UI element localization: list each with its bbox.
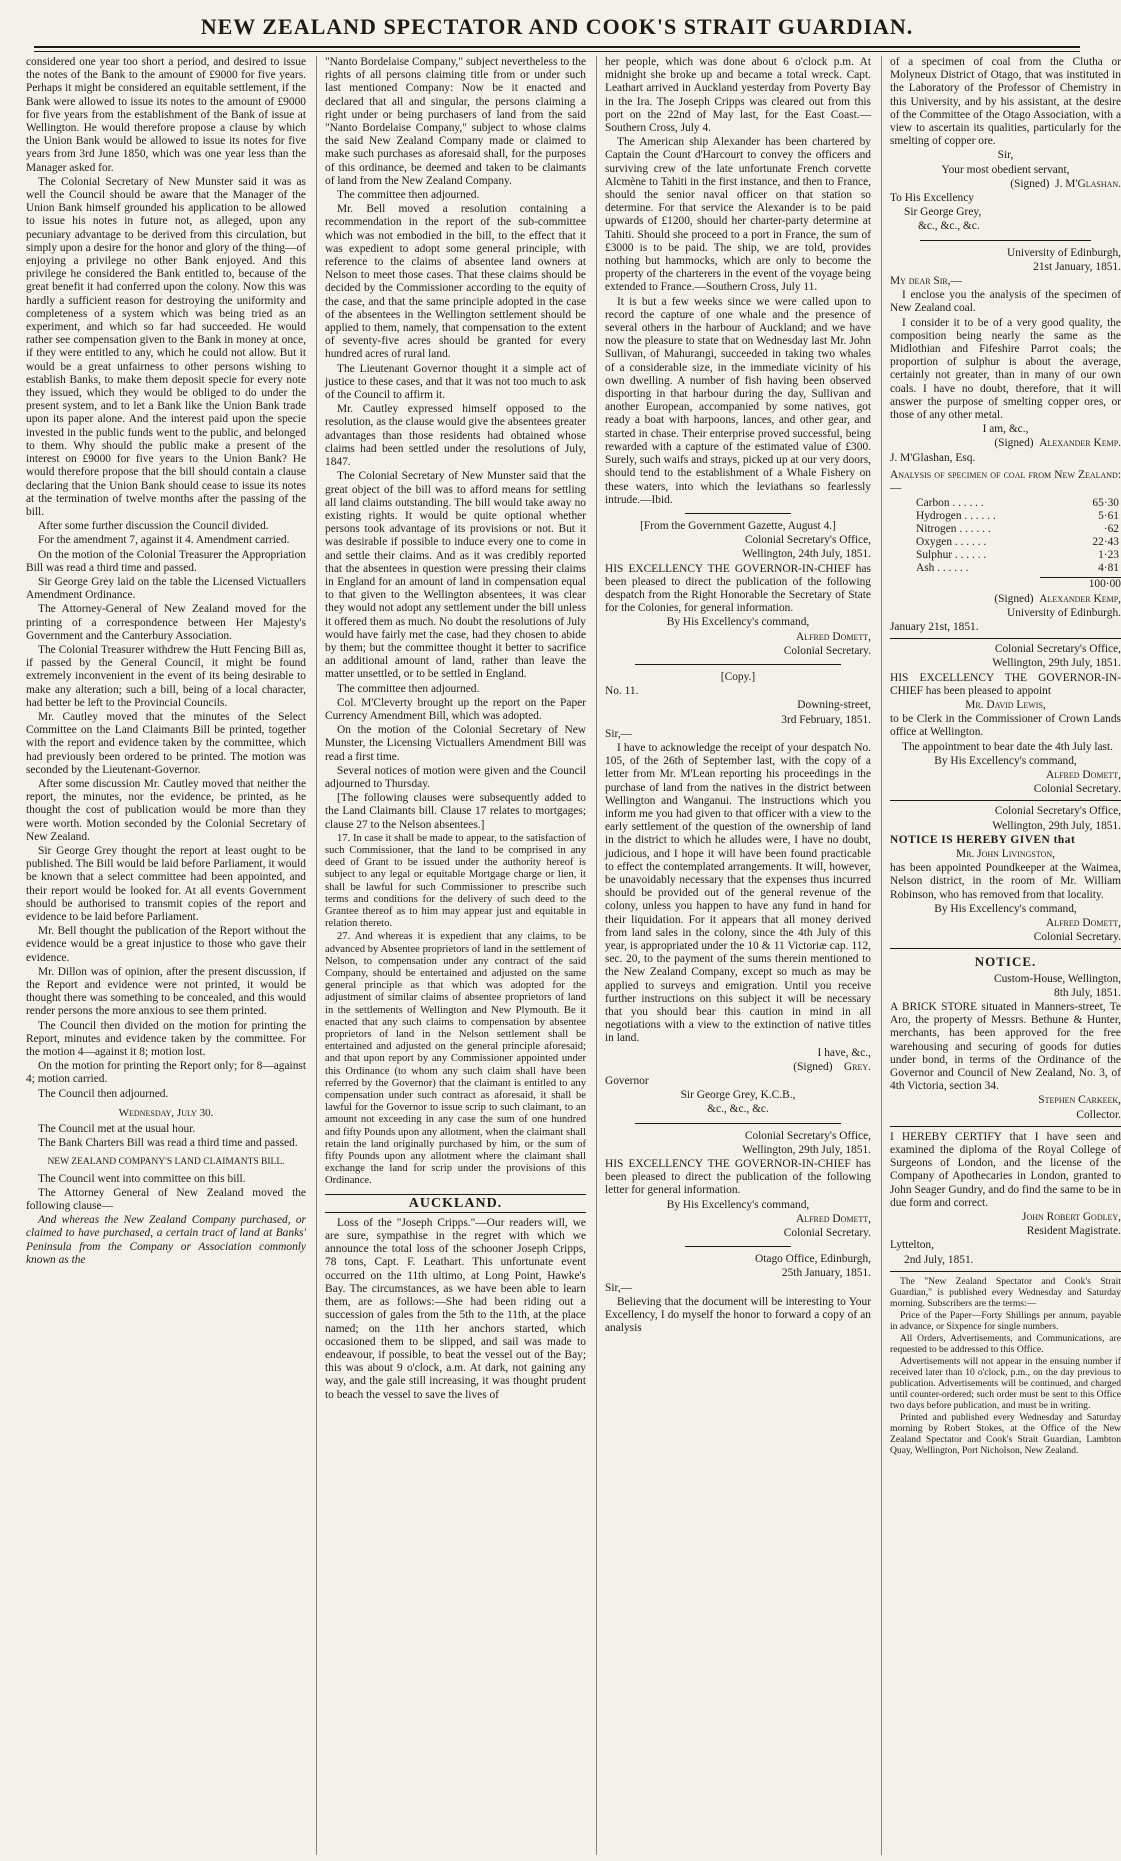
analysis-value: ·62 xyxy=(1103,523,1119,536)
paragraph: Mr. Dillon was of opinion, after the present discussion, if the Report and evidence were not printed, it would be thought there was something to be concealed, and this would render persons the more anxious to see them printed. xyxy=(26,965,306,1018)
signed-label: (Signed) xyxy=(994,592,1034,605)
closing: Your most obedient servant, xyxy=(941,163,1070,176)
analysis-element: Ash . . . . . . xyxy=(916,562,969,575)
notice-body: A BRICK STORE situated in Manners-street, Te Aro, the property of Messrs. Bethune & Hunter, merchants, has been approved for the free warehousing and securing of goods for duties under bond, in terms of the Ordinance of the Governor and Council of New Zealand, No. 3, of 4th Victoria, section 34. xyxy=(890,1000,1121,1093)
announcement: HIS EXCELLENCY THE GOVERNOR-IN-CHIEF has been pleased to direct the publication of the following despatch from the Right Honorable the Secretary of State for the Colonies, for general information. xyxy=(605,562,871,615)
closing: I am, &c., xyxy=(982,423,1029,436)
paragraph: Loss of the "Joseph Cripps."—Our readers will, we are sure, sympathise in the regret with which we announce the total loss of the schooner Joseph Cripps, 78 tons, Capt. F. Leathart. This unfortunate event occurred on the 11th ultimo, at Long Point, Hawke's Bay. The circumstances, as we have been able to learn them, are as follows:—She had been riding out a succession of gales from the 5th to the 11th, at the place named; on the 11th her anchors started, which occasioned them to be slipped, and sail was made to endeavour, if possible, to beat the vessel out of the Bay; this was about 9 o'clock, a.m. At dark, not gaining any way, and the gale still increasing, it was thought prudent to beach the vessel to save the lives of xyxy=(325,1216,586,1401)
paragraph: The Attorney General of New Zealand moved the following clause— xyxy=(26,1186,306,1213)
signer-title: Colonial Secretary. xyxy=(783,1227,871,1240)
column-1 xyxy=(26,56,306,1855)
imprint-line: Printed and published every Wednesday and Saturday morning by Robert Stokes, at the Office of the New Zealand Spectator and Cook's Strait Guardian, Lambton Quay, Wellington, Port Nicholson, New Zealand. xyxy=(890,1411,1121,1456)
command-line: By His Excellency's command, xyxy=(934,754,1077,767)
notice-place: Custom-House, Wellington, xyxy=(993,972,1121,985)
divider xyxy=(890,800,1121,801)
paragraph: The Council then divided on the motion for printing the Report, minutes and evidence taken by the committee. For the motion 4—against it 8; motion lost. xyxy=(26,1019,306,1059)
paragraph: And whereas the New Zealand Company purchased, or claimed to have purchased, a certain tract of land at Banks' Peninsula from the Company or Association commonly known as the xyxy=(26,1214,306,1266)
office-date: Wellington, 29th July, 1851. xyxy=(742,1143,871,1156)
letter-body: Believing that the document will be interesting to Your Excellency, I do myself the honor to forward a copy of an analysis xyxy=(605,1295,871,1335)
addressee: Governor xyxy=(605,1075,649,1088)
analysis-table xyxy=(890,497,1121,575)
paragraph: The Colonial Secretary of New Munster said it was as well the Council should be aware that the Manager of the Union Bank himself grounded his application to be allowed to issue his notes in future not, as alleged, upon any pecuniary advantage to be derived from this circulation, but simply upon a desire for the honor and glory of the thing—of enjoying a privilege no other Bank enjoyed. And this privilege he considered the Bank entitled to, because of the great benefit it had conferred upon the colony. Now this was hardly a sufficient reason for destroying the uniformity and completeness of a system which was being tried as an experiment, and which so far had succeeded. He would rather see compensation given to the Bank in money at once, if they were entitled to any, which he could not allow. But it would be a great unfairness to other persons wishing to establish Banks, to make them deposit specie for every note they issued, which they would be obliged to do under the present system, and to let a Bank like the Union Bank trade upon its paper alone. And the interest paid upon the specie invested in the public funds went to the public, and belonged to them. Why should the public make a present of the interest on £9000 for five years to the Union Bank? He would therefore propose that the bill should contain a clause declaring that the Union Bank should cease to issue its notes at the termination of twelve months after the passing of the bill. xyxy=(26,175,306,518)
gazette-source: [From the Government Gazette, August 4.] xyxy=(640,519,836,532)
paragraph: [The following clauses were subsequently added to the Land Claimants bill. Clause 17 relates to mortgages; clause 27 to the Nelson absentees.] xyxy=(325,792,586,831)
divider xyxy=(890,638,1121,639)
masthead: NEW ZEALAND SPECTATOR AND COOK'S STRAIT GUARDIAN. xyxy=(34,6,1080,48)
appointee: Mr. John Livingston, xyxy=(956,847,1055,860)
closing: I have, &c., xyxy=(817,1046,871,1059)
signature-line xyxy=(605,1061,871,1074)
paragraph: "Nanto Bordelaise Company," subject nevertheless to the rights of all persons claiming title from or under such last mentioned Company: Now be it enacted and declared that all and singular, the persons claiming a right under or being purchasers of land from the said "Nanto Bordelaise Company," subject to whose claims the said New Zealand Company made or claimed to make such purchases as aforesaid shall, for the purposes of this ordinance, be deemed and taken to be claimants of land from the New Zealand Company. xyxy=(325,56,586,187)
paragraph: After some discussion Mr. Cautley moved that neither the report, the minutes, nor the evidence, be printed, as he thought the cost of publication would be more than they were worth. Motion seconded by the Colonial Secretary of New Zealand. xyxy=(26,777,306,843)
analysis-row xyxy=(890,536,1121,549)
masthead-rule xyxy=(34,51,1080,52)
analysis-value: 4·81 xyxy=(1098,562,1119,575)
analysis-total: 100·00 xyxy=(1040,577,1121,591)
paragraph: 17. In case it shall be made to appear, to the satisfaction of such Commissioner, that the land to be comprised in any deed of Grant to be issued under the authority hereof is subject to any legal or equitable Mortgage charge or lien, it shall be lawful for such Commissioner to prescribe such terms and conditions for the delivery of such deed to the Grantee thereof as to him may appear just and equitable in relation thereto. xyxy=(325,832,586,930)
addressee-etc: &c., &c., &c. xyxy=(707,1103,769,1116)
divider xyxy=(890,948,1121,949)
copy-label: [Copy.] xyxy=(720,670,756,683)
signer-title: Resident Magistrate. xyxy=(1026,1225,1121,1238)
column-4 xyxy=(881,56,1121,1855)
imprint-line: The "New Zealand Spectator and Cook's Strait Guardian," is published every Wednesday and Saturday morning. Subscribers are the terms:— xyxy=(890,1275,1121,1309)
paragraph: The Bank Charters Bill was read a third time and passed. xyxy=(38,1137,298,1150)
addressee-name: Sir George Grey, K.C.B., xyxy=(680,1089,796,1102)
signer: Alfred Domett, xyxy=(1045,916,1121,929)
imprint-line: Advertisements will not appear in the ensuing number if received later than 10 o'clock, p.m., on the day previous to publication. Advertisements will be continued, and charged until counter-ordered; such order must be sent to this Office two days before publication, and must be in writing. xyxy=(890,1355,1121,1411)
despatch-no: No. 11. xyxy=(605,685,639,698)
paragraph: Sir George Grey thought the report at least ought to be published. The Bill would be laid before Parliament, it would be known that a select committee had been appointed, and their report would be looked for. At all events Government should be authorised to transmit copies of the report and evidence to be laid before Parliament. xyxy=(26,844,306,923)
analysis-element: Sulphur . . . . . . xyxy=(916,549,987,562)
columns xyxy=(26,56,1121,1855)
analysis-row xyxy=(890,510,1121,523)
letter-place: Otago Office, Edinburgh, xyxy=(755,1253,871,1266)
signer: Alexander Kemp. xyxy=(1039,437,1121,450)
paragraph: For the amendment 7, against it 4. Amendment carried. xyxy=(38,534,290,547)
paragraph: 27. And whereas it is expedient that any claims, to be advanced by Absentee proprietors of land in the settlement of Nelson, to compensation under any contract of the said Company, should be entertained and adjusted on the same general principle as that which was adopted for the adjustment of similar claims of absentee proprietors of land in the settlements of Wellington and New Plymouth. Be it enacted that any such claims to compensation by absentee proprietors of land in the Nelson settlement shall be entertained and adjusted on the general principle aforesaid; and that upon report by any Commissioner appointed under this Ordinance (to whom any such claim shall have been referred by the Governor) that the claimant is entitled to any compensation under such contract as aforesaid, it shall be lawful for the Governor to issue scrip to such claimant, to an amount not exceeding in any case the sum of one hundred and fifty Pounds upon any allotment, when the claimant shall retain the land originally purchased by him, or the sum of fifty Pounds upon any allotment where the claimant shall exchange the land for scrip under the provisions of this Ordinance. xyxy=(325,931,586,1187)
appointment-date: The appointment to bear date the 4th July last. xyxy=(902,740,1113,753)
command-line: By His Excellency's command, xyxy=(934,902,1077,915)
office-line: Colonial Secretary's Office, xyxy=(994,805,1121,818)
paragraph: On the motion of the Colonial Treasurer the Appropriation Bill was read a third time and passed. xyxy=(26,548,306,574)
paragraph: Sir George Grey laid on the table the Licensed Victuallers Amendment Ordinance. xyxy=(26,575,306,602)
paragraph: The Colonial Secretary of New Munster said that the great object of the bill was to afford means for settling all land claims outstanding. The bill would take away no existing rights. It would be quite optional whether persons took advantage of its provisions or not. But it was desirable if possible to induce every one to come in and settle their claims. And as it was credibly reported that the absentees in question were pressing their claims in England for an amount of land in compensation equal to that given to the Wellington absentees, it was clear they would not adopt any settlement under the bill unless it offered them as much. No doubt the resolutions of July would have fairly met the case, had they chosen to abide by them; but the committee thought it better to sacrifice an additional amount of land, rather than leave the matter unsettled, or to be settled in England. xyxy=(325,470,586,681)
column-3 xyxy=(596,56,871,1855)
certificate-place: Lyttelton, xyxy=(890,1239,934,1252)
office-date: Wellington, 24th July, 1851. xyxy=(742,548,871,561)
letter-date: 25th January, 1851. xyxy=(781,1267,871,1280)
letter-place: University of Edinburgh, xyxy=(1006,246,1121,259)
signer-title: Colonial Secretary. xyxy=(1033,783,1121,796)
paragraph: The Attorney-General of New Zealand moved for the printing of a correspondence between Her Majesty's Government and the Canterbury Association. xyxy=(26,603,306,642)
analysis-rows xyxy=(890,497,1121,575)
command-line: By His Excellency's command, xyxy=(666,1198,810,1211)
appointee: Mr. David Lewis, xyxy=(965,698,1046,711)
paragraph: considered one year too short a period, and desired to issue the notes of the Bank to the amount of £9000 for five years. Perhaps it might be considered an equitable settlement, if the Bank were allowed to issue its notes to the amount of £9000 for five years from the establishment of the Bank of issue at Wellington. He would therefore propose a clause by which the Union Bank would be allowed to issue its notes for five years from 3rd June 1850, which was one year less than the Manager asked for. xyxy=(26,56,306,174)
paragraph: The Lieutenant Governor thought it a simple act of justice to these cases, and that it was not too much to ask of the Council to affirm it. xyxy=(325,362,586,402)
signer: Stephen Carkeek, xyxy=(1038,1094,1121,1107)
analysis-value: 65·30 xyxy=(1092,497,1119,510)
office-line: Colonial Secretary's Office, xyxy=(744,534,871,547)
paragraph: The Council met at the usual hour. xyxy=(38,1123,196,1136)
despatch-place: Downing-street, xyxy=(797,699,871,712)
analysis-value: 5·61 xyxy=(1098,510,1119,523)
notice-heading: NOTICE IS HEREBY GIVEN that xyxy=(890,833,1076,846)
analysis-element: Hydrogen . . . . . . xyxy=(916,510,996,523)
paragraph: The Council then adjourned. xyxy=(38,1087,169,1100)
certificate-body: I HEREBY CERTIFY that I have seen and examined the diploma of the Royal College of Surgeons of London, and the license of the Company of Apothecaries in London, granted to John Seager Gundry, and do find the same to be in due form and correct. xyxy=(890,1130,1121,1209)
divider xyxy=(635,664,841,665)
notice-date: 8th July, 1851. xyxy=(1054,986,1121,999)
signer-title: Colonial Secretary. xyxy=(783,644,871,657)
divider xyxy=(890,1271,1121,1272)
analysis-element: Nitrogen . . . . . . xyxy=(916,523,991,536)
letter-date: 21st January, 1851. xyxy=(1033,260,1121,273)
analysis-value: 22·43 xyxy=(1092,536,1119,549)
command-line: By His Excellency's command, xyxy=(666,616,810,629)
analysis-row xyxy=(890,523,1121,536)
addressee: J. M'Glashan, Esq. xyxy=(890,451,976,464)
paragraph: Mr. Bell thought the publication of the Report without the evidence would be a great injustice to those who gave their evidence. xyxy=(26,925,306,964)
signed-label: (Signed) xyxy=(793,1060,833,1073)
divider xyxy=(685,513,791,514)
paragraph: The committee then adjourned. xyxy=(337,189,480,202)
addressee-etc: &c., &c., &c. xyxy=(918,220,980,233)
closing: Sir, xyxy=(997,149,1014,162)
analysis-value: 1·23 xyxy=(1098,549,1119,562)
signer-title: Colonial Secretary. xyxy=(1033,931,1121,944)
signer: John Robert Godley, xyxy=(1022,1211,1121,1224)
imprint-line: Price of the Paper—Forty Shillings per annum, payable in advance, or Sixpence for single numbers. xyxy=(890,1309,1121,1332)
signature-line xyxy=(890,178,1121,191)
salutation: My dear Sir,— xyxy=(890,275,962,288)
office-line: Colonial Secretary's Office, xyxy=(744,1129,871,1142)
imprint-line: All Orders, Advertisements, and Communications, are requested to be addressed to this Office. xyxy=(890,1332,1121,1355)
paragraph: her people, which was done about 6 o'clock p.m. At midnight she broke up and became a total wreck. Capt. Leathart arrived in Auckland yesterday from Poverty Bay in the Ira. The Joseph Cripps was cleared out from this port on the 22nd of May last, for the East Coast.—Southern Cross, July 4. xyxy=(605,56,871,135)
signature-line xyxy=(890,437,1121,450)
addressee: To His Excellency xyxy=(890,192,974,205)
signature-line xyxy=(890,593,1121,606)
addressee-name: Sir George Grey, xyxy=(904,206,982,219)
date-heading: Wednesday, July 30. xyxy=(118,1106,214,1119)
signer: Alfred Domett, xyxy=(795,1212,871,1225)
imprint xyxy=(890,1276,1121,1456)
letter-date: January 21st, 1851. xyxy=(890,620,979,633)
divider xyxy=(890,1126,1121,1127)
salutation: Sir,— xyxy=(605,1281,633,1294)
signer: Alexander Kemp, xyxy=(1039,592,1121,605)
divider xyxy=(920,240,1091,241)
signer: Alfred Domett, xyxy=(1045,768,1121,781)
paragraph: Several notices of motion were given and the Council adjourned to Thursday. xyxy=(325,764,586,790)
salutation: Sir,— xyxy=(605,727,633,740)
appointment-text: has been appointed Poundkeeper at the Waimea, Nelson district, in the room of Mr. William Robinson, who has removed from that locality. xyxy=(890,862,1121,901)
paragraph: The Colonial Treasurer withdrew the Hutt Fencing Bill as, if passed by the General Council, it might be found extremely inconvenient in the event of its being desirable to make any alteration; such a bill, being of a local character, had better be left to the Provincial Councils. xyxy=(26,643,306,709)
section-heading-auckland: AUCKLAND. xyxy=(325,1194,586,1213)
paragraph: After some further discussion the Council divided. xyxy=(38,520,269,533)
signer-title: Collector. xyxy=(1076,1108,1121,1121)
analysis-row xyxy=(890,562,1121,575)
signer-title: University of Edinburgh. xyxy=(1006,606,1121,619)
announcement: HIS EXCELLENCY THE GOVERNOR-IN-CHIEF has been pleased to direct the publication of the following letter for general information. xyxy=(605,1158,871,1197)
despatch-date: 3rd February, 1851. xyxy=(781,713,871,726)
certificate-date: 2nd July, 1851. xyxy=(904,1253,974,1266)
appointment-text: to be Clerk in the Commissioner of Crown Lands office at Wellington. xyxy=(890,713,1121,739)
paragraph: The American ship Alexander has been chartered by Captain the Count d'Harcourt to convey the officers and surviving crew of the late unfortunate French corvette Alcmène to Tahiti in the first instance, and then to France, should the senior naval officer on that station so determine. For that service the Alexander is to be paid upwards of £1200, should her charter-party determine at Tahiti. Should she proceed to a port in France, the sum of £3000 is to be paid. The ship, we are told, provides nothing but hammocks, which are only to become the property of the charterers in the event of the voyage being extended to France.—Southern Cross, July 11. xyxy=(605,136,871,294)
paragraph: Mr. Cautley moved that the minutes of the Select Committee on the Land Claimants Bill be printed, together with the report and evidence taken by the committee, which had previously been ordered to be printed. The motion was seconded by the Lieutenant-Governor. xyxy=(26,710,306,776)
office-date: Wellington, 29th July, 1851. xyxy=(992,819,1121,832)
letter-body: I have to acknowledge the receipt of your despatch No. 105, of the 26th of September last, with the copy of a letter from Mr. M'Lean reporting his proceedings in the purchase of land from the natives in the district between Wellington and Wanganui. The instructions which you inform me you had given to that officer with a view to the early settlement of the question of the ownership of land in the district to which he alludes were, I have no doubt, judicious, and I hope it will have been found practicable to effect the contemplated arrangements. It will, however, be unavoidably necessary that the expenses thus incurred should be provided out of the general revenue of the colony, unless you happen to have any fund in hand for their liquidation. For it appears that all money derived from land sales in the colony, since the 4th July of this year, is appropriated under the 10 & 11 Victoriæ cap. 112, sec. 20, to the payment of the sums therein mentioned to the New Zealand Company, except so much as may be applied to surveys and emigration. Until you receive further instructions on this subject it will be necessary that you should bear this caution in mind in all negotiations with a view to the extinction of native titles in land. xyxy=(605,741,871,1045)
analysis-row xyxy=(890,549,1121,562)
notice-title: NOTICE. xyxy=(974,954,1037,970)
analysis-element: Carbon . . . . . . xyxy=(916,497,984,510)
letter-body: I enclose you the analysis of the specimen of New Zealand coal. xyxy=(890,289,1121,315)
section-subhead: NEW ZEALAND COMPANY'S LAND CLAIMANTS BILL. xyxy=(47,1157,285,1168)
analysis-element: Oxygen . . . . . . xyxy=(916,536,987,549)
signer: J. M'Glashan. xyxy=(1055,177,1121,190)
office-line: Colonial Secretary's Office, xyxy=(994,643,1121,656)
paragraph: The committee then adjourned. xyxy=(337,682,480,695)
analysis-title: Analysis of specimen of coal from New Zealand:— xyxy=(890,468,1121,495)
paragraph: Col. M'Cleverty brought up the report on the Paper Currency Amendment Bill, which was adopted. xyxy=(325,696,586,722)
signer: Grey. xyxy=(843,1060,871,1073)
office-date: Wellington, 29th July, 1851. xyxy=(992,657,1121,670)
paragraph: Mr. Bell moved a resolution containing a recommendation in the report of the sub-committee which was not embodied in the bill, to the effect that it was expedient to adopt some general principle, with reference to the claims of absentee land owners at Nelson to meet those cases. That these claims should be decided by the Commissioner according to the equity of the case, and that the same principle adopted in the case of the absentees in the Wellington settlement should be applied to them, namely, that compensation to the extent of seventy-five acres should be granted for every hundred acres of rural land. xyxy=(325,203,586,361)
divider xyxy=(685,1246,791,1247)
letter-body: I consider it to be of a very good quality, the composition being nearly the same as the Midlothian and Fifeshire Parrot coals; the proportion of sulphur is about the average, certainly not greater, than in many of our own coals. I have no doubt, therefore, that it will answer the purpose of smelting copper ores, or those of any other metal. xyxy=(890,316,1121,422)
analysis-row xyxy=(890,497,1121,510)
paragraph: The Council went into committee on this bill. xyxy=(38,1172,246,1185)
letter-body: of a specimen of coal from the Clutha or Molyneux District of Otago, that was instituted in the Laboratory of the Professor of Chemistry in this University, and by his assistant, at the desire of the Committee of the Otago Association, with a view to ascertain its qualities, particularly for the smelting of copper ore. xyxy=(890,56,1121,148)
paragraph: On the motion for printing the Report only; for 8—against 4; motion carried. xyxy=(26,1060,306,1086)
signed-label: (Signed) xyxy=(994,437,1034,450)
signer: Alfred Domett, xyxy=(795,630,871,643)
signed-label: (Signed) xyxy=(1010,177,1050,190)
column-2 xyxy=(316,56,586,1855)
paragraph: It is but a few weeks since we were called upon to record the capture of one whale and the presence of several others in the harbour of Auckland; and we have now the pleasure to state that on Wednesday last Mr. John Sullivan, of Mahurangi, succeeded in taking two whales of a considerable size, in the immediate vicinity of his own dwelling. A number of fish having been observed disporting in that harbour during the day, Sullivan and another European, accompanied by some natives, got ready a boat with harpoons, lances, and other gear, and started in chase. Their enterprise proved successful, being rewarded with a capture of the estimated value of £300. Surely, such waifs and strays, picked up at our very doors, should tend to the establishment of a Whale Fishery on these waters, into which the leviathans so fearlessly intrude.—Ibid. xyxy=(605,295,871,506)
paragraph: On the motion of the Colonial Secretary of New Munster, the Licensing Victuallers Amendment Bill was read a first time. xyxy=(325,724,586,763)
divider xyxy=(635,1123,841,1124)
paragraph: Mr. Cautley expressed himself opposed to the resolution, as the clause would give the absentees greater advantages than those residents had obtained whose claims had been settled under the resolutions of July, 1847. xyxy=(325,403,586,469)
announcement: HIS EXCELLENCY THE GOVERNOR-IN-CHIEF has been pleased to appoint xyxy=(890,671,1121,697)
